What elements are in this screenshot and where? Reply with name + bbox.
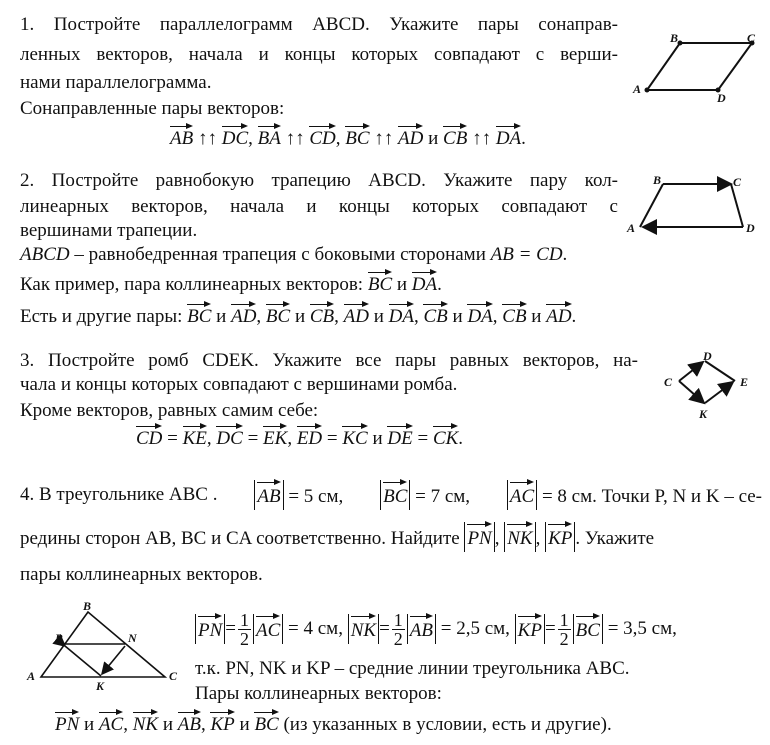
rhombus-figure <box>655 348 765 428</box>
vec-bc: BC <box>345 124 369 150</box>
svg-text:C: C <box>733 175 742 189</box>
parallelogram-figure <box>630 30 765 105</box>
p2-line1: 2. Постройте равнобокую трапецию ABCD. Укажите пару кол- <box>20 170 618 191</box>
vec-bc: BC <box>368 270 392 296</box>
p4-results: PN = $\frac{1}{2}$ AC = 4 см, NK = $\frac{1}{2}$ AB = 2,5 см, KP = $\frac{1}{2}$ BC = 3,5 см, <box>195 612 677 646</box>
p3-equalities: CD = KE, DC = EK, ED = KC и DE = CK. <box>136 424 463 450</box>
label-d: D <box>717 91 726 105</box>
p2-line5: Как пример, пара коллинеарных векторов: BC и DA. <box>20 270 442 296</box>
codirected-sign: ↑↑ <box>374 128 394 149</box>
svg-text:E: E <box>740 375 749 389</box>
p4-line3: пары коллинеарных векторов. <box>20 564 263 585</box>
p1-line3: нами параллелограмма. <box>20 72 212 93</box>
svg-text:B: B <box>653 173 662 187</box>
vec-dc: DC <box>222 124 248 150</box>
p1-line4: Сонаправленные пары векторов: <box>20 98 285 119</box>
p2-line4: ABCD – равнобедренная трапеция с боковыми сторонами AB = CD. <box>20 244 568 265</box>
vec-ad: AD <box>398 124 423 150</box>
p1-line1: 1. Постройте параллелограмм ABCD. Укажите пары сонаправ- <box>20 14 618 35</box>
svg-text:P: P <box>55 631 63 645</box>
p2-line3: вершинами трапеции. <box>20 220 198 241</box>
p3-line3: Кроме векторов, равных самим себе: <box>20 400 319 421</box>
trapezoid-figure <box>625 172 765 240</box>
p2-line2: линеарных векторов, начала и концы которых совпадают с <box>20 196 618 217</box>
label-c: C <box>747 31 756 45</box>
p1-answer: AB ↑↑ DC, BA ↑↑ CD, BC ↑↑ AD и CB ↑↑ DA. <box>170 124 526 150</box>
svg-text:A: A <box>627 221 636 235</box>
p2-line6: Есть и другие пары: BC и AD, BC и CB, AD и DA, CB и DA, CB и AD. <box>20 302 576 328</box>
svg-text:A: A <box>27 669 36 683</box>
and-word: и <box>428 128 439 149</box>
svg-text:K: K <box>96 679 105 693</box>
svg-text:D: D <box>703 349 712 363</box>
label-a: A <box>633 82 642 96</box>
codirected-sign: ↑↑ <box>285 128 305 149</box>
p4-line7: PN и AC, NK и AB, KP и BC (из указанных в условии, есть и другие). <box>55 710 612 736</box>
vec-da: DA <box>412 270 437 296</box>
svg-text:D: D <box>746 221 755 235</box>
label-b: B <box>670 31 679 45</box>
svg-text:N: N <box>128 631 137 645</box>
p3-line1: 3. Постройте ромб CDEK. Укажите все пары равных векторов, на- <box>20 350 638 371</box>
vec-ba: BA <box>258 124 281 150</box>
p3-line2: чала и концы которых совпадают с вершинами ромба. <box>20 374 458 395</box>
vec-cd: CD <box>309 124 335 150</box>
svg-text:C: C <box>169 669 178 683</box>
p4-line6: Пары коллинеарных векторов: <box>195 683 442 704</box>
svg-text:K: K <box>699 407 708 421</box>
svg-text:B: B <box>83 599 92 613</box>
vec-ab: AB <box>170 124 193 150</box>
p1-line2: ленных векторов, начала и концы которых совпадают с верши- <box>20 44 618 65</box>
parallelogram-shape <box>647 43 752 90</box>
p4-line5: т.к. PN, NK и KP – средние линии треугольника ABC. <box>195 658 630 679</box>
vec-da: DA <box>496 124 521 150</box>
codirected-sign: ↑↑ <box>472 128 492 149</box>
triangle-figure <box>25 600 185 695</box>
svg-text:C: C <box>664 375 673 389</box>
p4-line2: редины сторон AB, BC и CA соответственно. Найдите PN , NK , KP . Укажите <box>20 522 654 552</box>
codirected-sign: ↑↑ <box>197 128 217 149</box>
vec-cb: CB <box>443 124 467 150</box>
p4-line1: 4. В треугольнике ABC . AB = 5 см, BC = 7 см, AC = 8 см. Точки P, N и K – се- <box>20 480 762 510</box>
